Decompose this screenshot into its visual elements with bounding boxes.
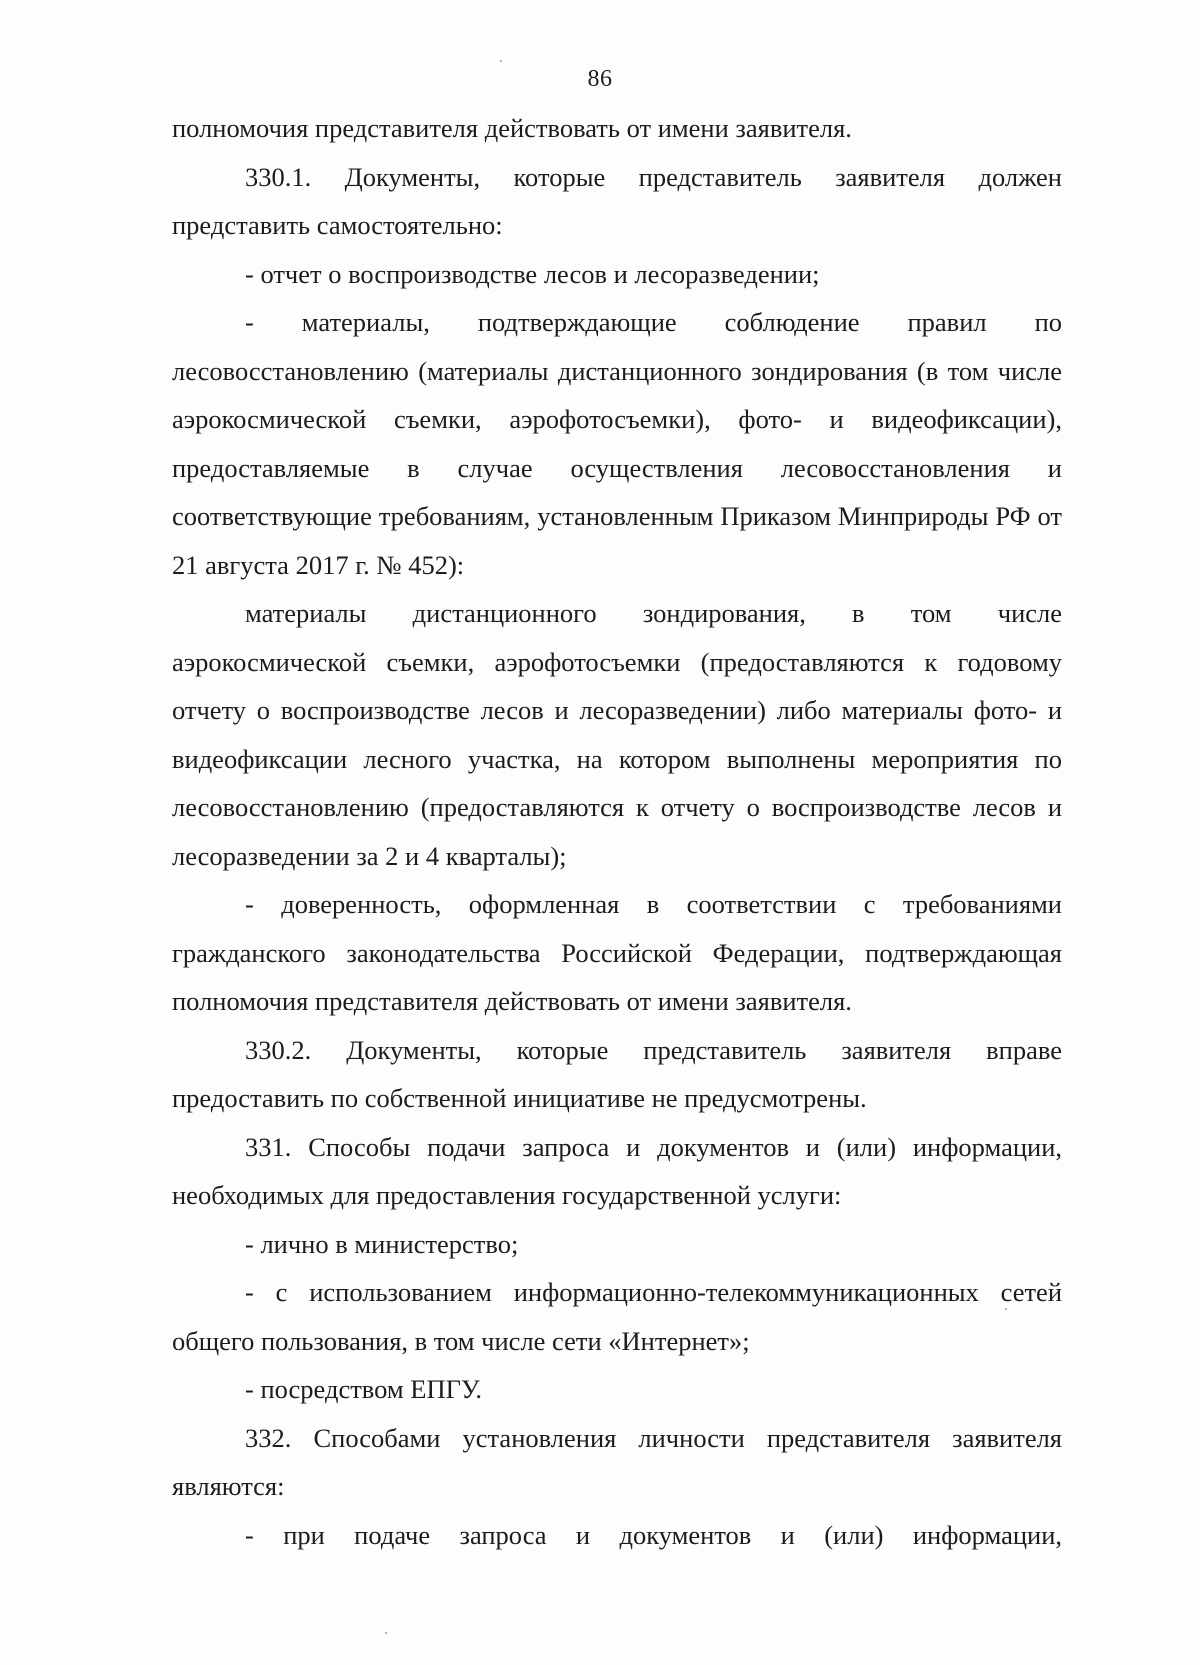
list-item-materials: - материалы, подтверждающие соблюдение правил по лесовосстановлению (материалы дистанционного зондирования (в том числе аэрокосмической съемки, аэрофотосъемки), фото- и видеофиксации), предоставляемые в случае осуществления лесовосстановления и соответствующие требованиям, установленным Приказом Минприроды РФ от 21 августа 2017 г. № 452): xyxy=(172,307,1062,580)
list-item-in-person: - лично в министерство; xyxy=(245,1228,519,1259)
paragraph-332: 332. Способами установления личности представителя заявителя являются: xyxy=(172,1422,1062,1501)
paragraph-330-2: 330.2. Документы, которые представитель заявителя вправе предоставить по собственной инициативе не предусмотрены. xyxy=(172,1034,1062,1113)
scan-speck xyxy=(1005,1308,1007,1310)
page-number: 86 xyxy=(587,66,613,92)
paragraph-continuation: полномочия представителя действовать от имени заявителя. xyxy=(172,113,852,143)
paragraph-331: 331. Способы подачи запроса и документов и (или) информации, необходимых для предоставления государственной услуги: xyxy=(172,1131,1062,1210)
list-item-internet: - с использованием информационно-телекоммуникационных сетей общего пользования, в том числе сети «Интернет»; xyxy=(172,1277,1062,1356)
list-item-power-of-attorney: - доверенность, оформленная в соответствии с требованиями гражданского законодательства Российской Федерации, подтверждающая полномочия представителя действовать от имени заявителя. xyxy=(172,889,1062,1016)
paragraph-remote-sensing-materials: материалы дистанционного зондирования, в том числе аэрокосмической съемки, аэрофотосъемки (предоставляются к годовому отчету о воспроизводстве лесов и лесоразведении) либо материалы фото- и видеофиксации лесного участка, на котором выполнены мероприятия по лесовосстановлению (предоставляются к отчету о воспроизводстве лесов и лесоразведении за 2 и 4 кварталы); xyxy=(172,598,1062,871)
list-item-epgu: - посредством ЕПГУ. xyxy=(245,1374,482,1404)
list-item-report: - отчет о воспроизводстве лесов и лесоразведении; xyxy=(245,258,820,289)
list-item-request-submission: - при подаче запроса и документов и (или) информации, xyxy=(245,1519,1062,1550)
paragraph-330-1: 330.1. Документы, которые представитель заявителя должен представить самостоятельно: xyxy=(172,161,1062,240)
scan-speck xyxy=(385,1632,387,1634)
document-body xyxy=(172,104,1062,1559)
scan-speck xyxy=(500,60,502,62)
